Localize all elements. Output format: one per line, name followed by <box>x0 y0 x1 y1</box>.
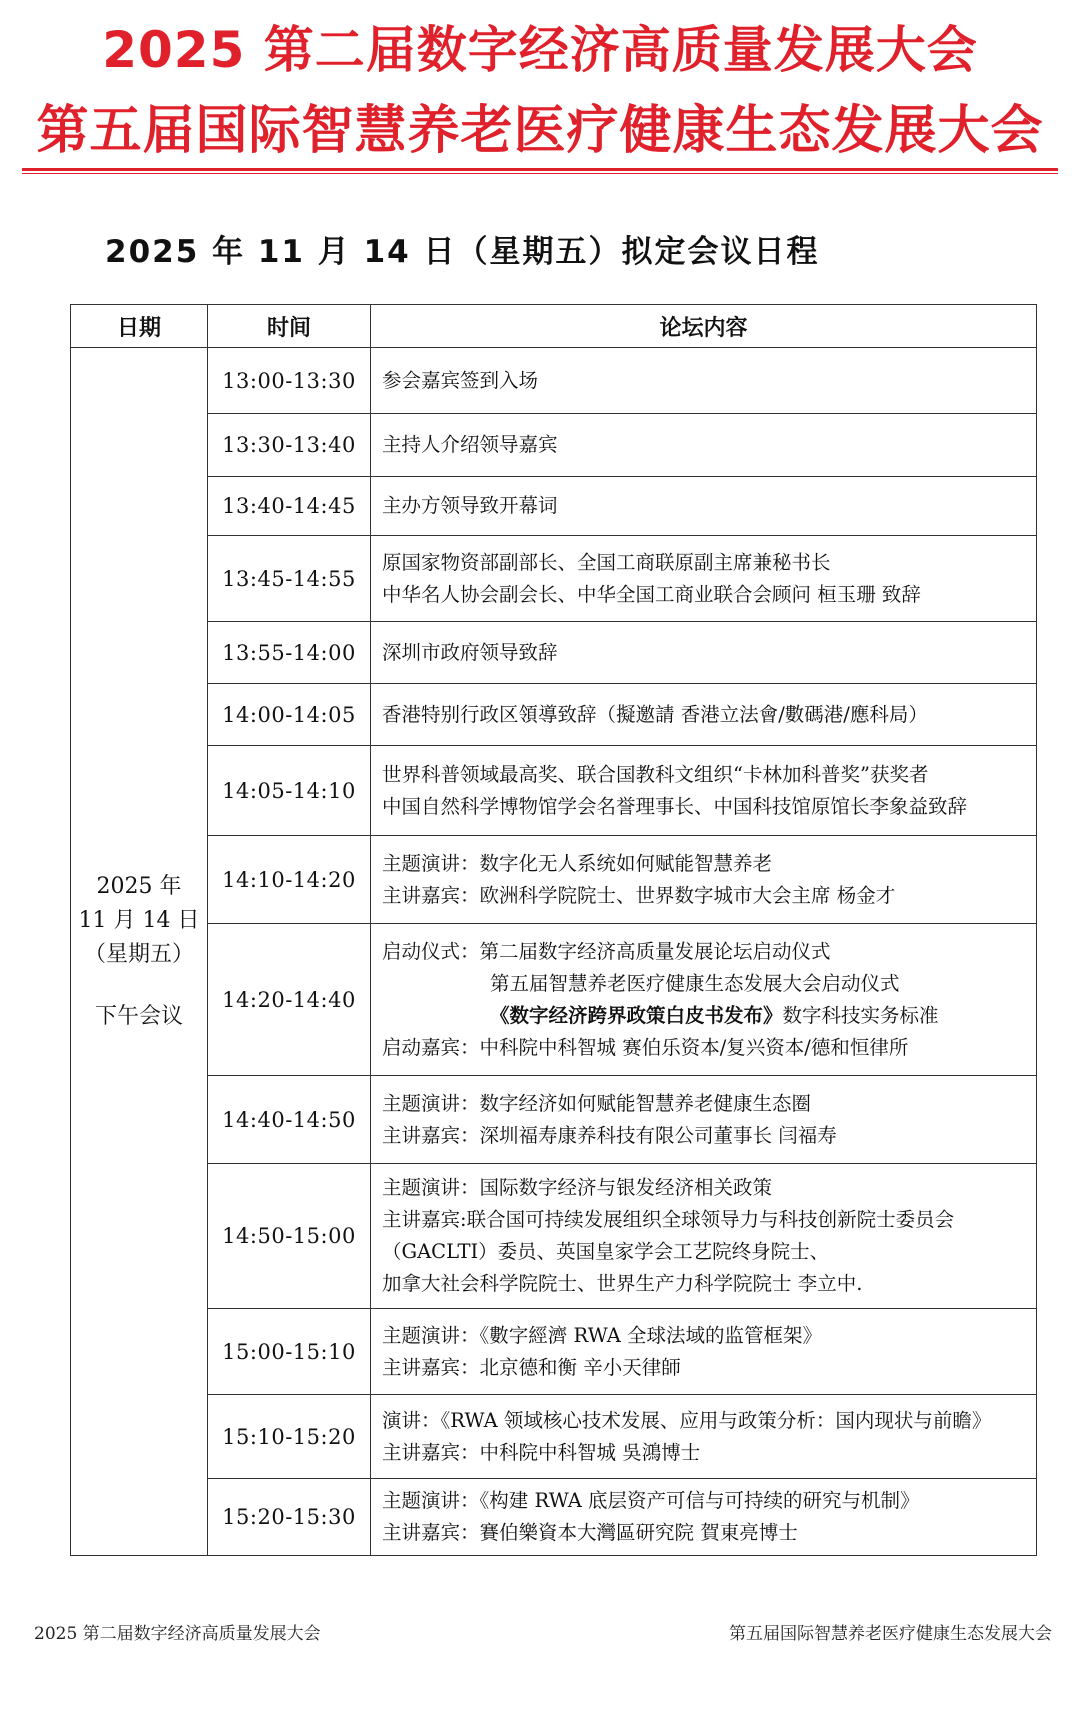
time-cell: 15:00-15:10 <box>208 1309 371 1395</box>
table-header-row <box>71 305 1037 348</box>
content-line: 主题演讲：国际数字经济与银发经济相关政策 <box>382 1176 773 1199</box>
time-cell: 14:50-15:00 <box>208 1164 371 1309</box>
time-cell: 14:40-14:50 <box>208 1076 371 1164</box>
table-row <box>71 1164 1037 1309</box>
content-line: 主题演讲：《數字經濟 RWA 全球法域的监管框架》 <box>382 1323 823 1347</box>
time-cell: 14:10-14:20 <box>208 836 371 924</box>
content-line: （GACLTI）委员、英国皇家学会工艺院终身院士、 <box>382 1240 830 1263</box>
date-day: 11 月 14 日 <box>78 907 200 933</box>
session-label: 下午会议 <box>94 1003 183 1029</box>
schedule-table <box>70 304 1037 1556</box>
time-cell: 13:00-13:30 <box>208 348 371 414</box>
time-cell: 14:20-14:40 <box>208 924 371 1076</box>
table-row <box>71 622 1037 684</box>
time-cell: 14:05-14:10 <box>208 746 371 836</box>
content-cell <box>371 684 1037 746</box>
content-line: 主讲嘉宾:联合国可持续发展组织全球领导力与科技创新院士委员会 <box>382 1208 955 1231</box>
table-row <box>71 536 1037 622</box>
conference-title-line2: 第五届国际智慧养老医疗健康生态发展大会 <box>36 101 1044 161</box>
content-cell <box>371 1395 1037 1479</box>
table-row <box>71 924 1037 1076</box>
header-divider-thin <box>22 173 1058 174</box>
content-line: 演讲：《RWA 领域核心技术发展、应用与政策分析：国内现状与前瞻》 <box>382 1408 992 1432</box>
content-line <box>382 1000 1028 1032</box>
content-cell <box>371 1164 1037 1309</box>
whitepaper-title: 《数字经济跨界政策白皮书发布》 <box>490 1003 783 1027</box>
content-line: 启动仪式：第二届数字经济高质量发展论坛启动仪式 <box>382 939 831 963</box>
content-line: 主讲嘉宾：北京德和衡 辛小天律師 <box>382 1355 681 1379</box>
time-cell: 15:20-15:30 <box>208 1479 371 1556</box>
content-cell <box>371 536 1037 622</box>
header-date: 日期 <box>71 305 208 348</box>
content-cell <box>371 477 1037 536</box>
table-row <box>71 836 1037 924</box>
content-line: 启动嘉宾：中科院中科智城 赛伯乐资本/复兴资本/德和恒律所 <box>382 1035 909 1059</box>
conference-title-line1: 2025 第二届数字经济高质量发展大会 <box>102 21 978 79</box>
header-divider-thick <box>22 168 1058 171</box>
table-row <box>71 746 1037 836</box>
table-row <box>71 477 1037 536</box>
content-cell <box>371 348 1037 414</box>
content-cell <box>371 1309 1037 1395</box>
footer-right: 第五届国际智慧养老医疗健康生态发展大会 <box>729 1624 1052 1644</box>
time-cell: 13:30-13:40 <box>208 414 371 477</box>
table-row <box>71 1479 1037 1556</box>
table-row <box>71 414 1037 477</box>
content-line: 加拿大社会科学院院士、世界生产力科学院院士 李立中. <box>382 1272 863 1295</box>
content-cell <box>371 1076 1037 1164</box>
standard-label: 数字科技实务标准 <box>782 1003 939 1027</box>
content-cell <box>371 414 1037 477</box>
content-line: 主题演讲：数字化无人系统如何赋能智慧养老 <box>382 851 773 875</box>
content-line: 主题演讲：《构建 RWA 底层资产可信与可持续的研究与机制》 <box>382 1489 920 1512</box>
content-cell <box>371 924 1037 1076</box>
content-line: 深圳市政府领导致辞 <box>382 640 558 664</box>
content-line: 原国家物资部副部长、全国工商联原副主席兼秘书长 <box>382 550 831 574</box>
content-cell <box>371 622 1037 684</box>
content-line: 主办方领导致开幕词 <box>382 494 558 517</box>
content-line: 世界科普领域最高奖、联合国教科文组织“卡林加科普奖”获奖者 <box>382 762 929 786</box>
content-line: 香港特别行政区領導致辞（擬邀請 香港立法會/數碼港/應科局） <box>382 702 928 726</box>
content-line: 主持人介绍领导嘉宾 <box>382 433 558 456</box>
content-cell <box>371 1479 1037 1556</box>
time-cell: 15:10-15:20 <box>208 1395 371 1479</box>
date-cell <box>71 348 208 1556</box>
time-cell: 13:45-14:55 <box>208 536 371 622</box>
table-row <box>71 348 1037 414</box>
content-line: 中国自然科学博物馆学会名誉理事长、中国科技馆原馆长李象益致辞 <box>382 794 968 818</box>
schedule-subtitle: 2025 年 11 月 14 日（星期五）拟定会议日程 <box>105 234 820 270</box>
time-cell: 14:00-14:05 <box>208 684 371 746</box>
content-line: 主讲嘉宾：賽伯樂資本大灣區研究院 賀東亮博士 <box>382 1521 798 1544</box>
table-row <box>71 1309 1037 1395</box>
content-line: 中华名人协会副会长、中华全国工商业联合会顾问 桓玉珊 致辞 <box>382 582 921 606</box>
content-cell <box>371 836 1037 924</box>
content-line: 主讲嘉宾：欧洲科学院院士、世界数字城市大会主席 杨金才 <box>382 883 896 907</box>
table-row <box>71 1076 1037 1164</box>
content-line: 参会嘉宾签到入场 <box>382 368 539 392</box>
date-year: 2025 年 <box>96 873 182 899</box>
header-content: 论坛内容 <box>371 305 1037 348</box>
date-weekday: （星期五） <box>83 941 194 967</box>
time-cell: 13:55-14:00 <box>208 622 371 684</box>
footer-left: 2025 第二届数字经济高质量发展大会 <box>34 1624 321 1644</box>
table-row <box>71 684 1037 746</box>
content-line: 主讲嘉宾：中科院中科智城 吳鴻博士 <box>382 1440 701 1464</box>
table-row <box>71 1395 1037 1479</box>
time-cell: 13:40-14:45 <box>208 477 371 536</box>
header-time: 时间 <box>208 305 371 348</box>
content-line: 主讲嘉宾：深圳福寿康养科技有限公司董事长 闫福寿 <box>382 1123 837 1147</box>
content-cell <box>371 746 1037 836</box>
content-line: 主题演讲：数字经济如何赋能智慧养老健康生态圈 <box>382 1091 812 1115</box>
content-line: 第五届智慧养老医疗健康生态发展大会启动仪式 <box>490 971 900 995</box>
